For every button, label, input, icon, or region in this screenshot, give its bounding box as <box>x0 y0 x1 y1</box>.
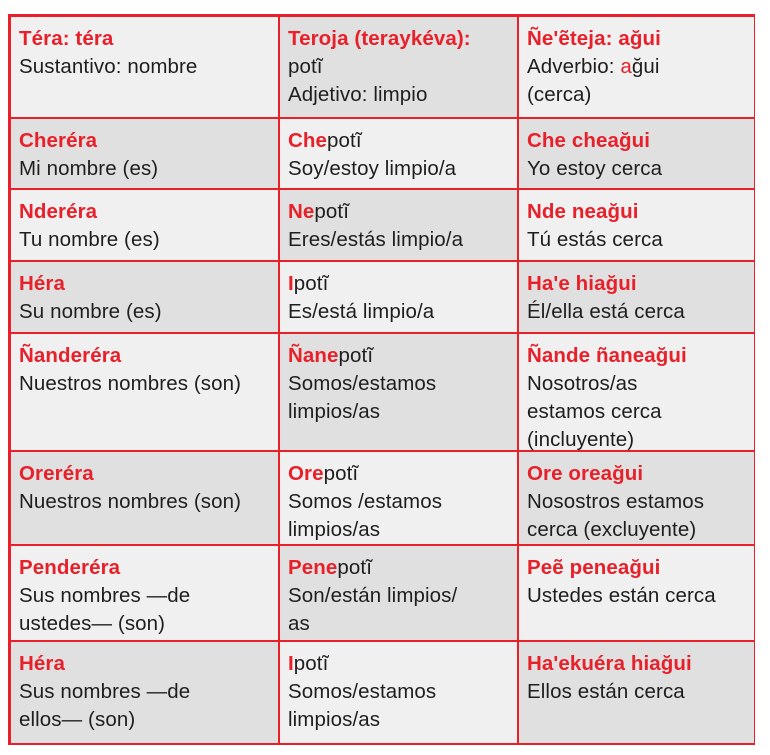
cell-heading: Ñe'ẽteja: ağui <box>527 27 661 50</box>
cell-text: Nosotros/as <box>527 372 638 395</box>
cell-heading <box>288 460 509 488</box>
cell-text <box>527 53 746 81</box>
text-part: Adverbio: <box>527 55 621 78</box>
cell-heading <box>288 270 509 298</box>
cell-text: Son/están limpios/ <box>288 584 458 607</box>
cell-heading: Penderéra <box>19 556 121 579</box>
table-cell <box>280 334 517 450</box>
cell-text: limpios/as <box>288 400 381 423</box>
table-cell <box>11 262 278 332</box>
prefix: Pene <box>288 556 338 579</box>
grammar-table <box>8 14 755 745</box>
cell-text: cerca (excluyente) <box>527 518 697 541</box>
table-cell <box>11 546 278 640</box>
cell-text: Somos/estamos <box>288 372 437 395</box>
cell-heading: Nderéra <box>19 200 98 223</box>
table-cell <box>280 17 517 117</box>
cell-text: Nuestros nombres (son) <box>19 372 242 395</box>
cell-text: limpios/as <box>288 708 381 731</box>
prefix: Ne <box>288 200 315 223</box>
table-cell <box>519 17 754 117</box>
cell-text: Eres/estás limpio/a <box>288 228 464 251</box>
cell-text: Adjetivo: limpio <box>288 83 428 106</box>
table-cell <box>11 119 278 188</box>
prefix: Che <box>288 129 328 152</box>
table-cell <box>11 452 278 544</box>
cell-text: (cerca) <box>527 83 592 106</box>
table-cell <box>11 334 278 450</box>
cell-text: Tu nombre (es) <box>19 228 160 251</box>
table-cell <box>11 17 278 117</box>
cell-text: Es/está limpio/a <box>288 300 435 323</box>
root: potĩ <box>327 129 362 152</box>
cell-text: Su nombre (es) <box>19 300 162 323</box>
cell-heading <box>288 650 509 678</box>
table-cell <box>280 546 517 640</box>
cell-text: limpios/as <box>288 518 381 541</box>
root: potĩ <box>323 462 359 485</box>
root: potĩ <box>338 344 374 367</box>
cell-text: as <box>288 612 310 635</box>
root: potĩ <box>314 200 349 223</box>
root: potĩ <box>293 272 329 295</box>
cell-heading: Téra: téra <box>19 27 114 50</box>
prefix: I <box>288 272 294 295</box>
cell-text: Sus nombres —de <box>19 680 191 703</box>
cell-heading: Cheréra <box>19 129 98 152</box>
cell-text: potĩ <box>288 55 323 78</box>
cell-text: Mi nombre (es) <box>19 157 159 180</box>
cell-heading: Che cheağui <box>527 129 650 152</box>
cell-text: Ustedes están cerca <box>527 584 716 607</box>
table-cell <box>519 334 754 450</box>
cell-text: Nosostros estamos <box>527 490 705 513</box>
cell-text: (incluyente) <box>527 428 635 450</box>
table-cell <box>11 642 278 743</box>
cell-heading: Nde neağui <box>527 200 639 223</box>
cell-heading: Ore oreağui <box>527 462 644 485</box>
text-part: ğui <box>631 55 660 78</box>
cell-text: Yo estoy cerca <box>527 157 663 180</box>
cell-heading <box>288 554 509 582</box>
root: potĩ <box>293 652 329 675</box>
highlight-letter: a <box>620 55 632 78</box>
cell-heading: Héra <box>19 652 65 675</box>
cell-heading: Peẽ peneağui <box>527 556 661 579</box>
cell-text: ustedes— (son) <box>19 612 166 635</box>
prefix: Ore <box>288 462 324 485</box>
cell-text: Sustantivo: nombre <box>19 55 198 78</box>
cell-heading: Ha'e hiağui <box>527 272 637 295</box>
cell-text: Somos/estamos <box>288 680 437 703</box>
root: potĩ <box>337 556 372 579</box>
table-cell <box>519 262 754 332</box>
cell-heading <box>288 198 509 226</box>
table-cell <box>519 452 754 544</box>
table-cell <box>11 190 278 260</box>
table-cell <box>519 190 754 260</box>
cell-heading: Héra <box>19 272 65 295</box>
table-cell <box>519 546 754 640</box>
cell-text: Nuestros nombres (son) <box>19 490 242 513</box>
cell-text: ellos— (son) <box>19 708 136 731</box>
cell-heading: Teroja (teraykéva): <box>288 27 471 50</box>
cell-text: Sus nombres —de <box>19 584 191 607</box>
cell-text: estamos cerca <box>527 400 662 423</box>
table-cell <box>519 119 754 188</box>
cell-heading: Ñande ñaneağui <box>527 344 687 367</box>
cell-text: Ellos están cerca <box>527 680 685 703</box>
cell-text: Tú estás cerca <box>527 228 663 251</box>
table-cell <box>280 642 517 743</box>
table-cell <box>280 262 517 332</box>
cell-text: Soy/estoy limpio/a <box>288 157 457 180</box>
cell-heading: Oreréra <box>19 462 94 485</box>
prefix: Ñane <box>288 344 339 367</box>
cell-text: Él/ella está cerca <box>527 300 685 323</box>
cell-heading <box>288 127 509 155</box>
cell-heading: Ha'ekuéra hiağui <box>527 652 692 675</box>
table-cell <box>519 642 754 743</box>
table-cell <box>280 190 517 260</box>
table-cell <box>280 119 517 188</box>
cell-heading <box>288 342 509 370</box>
cell-heading: Ñanderéra <box>19 344 122 367</box>
table-cell <box>280 452 517 544</box>
cell-text: Somos /estamos <box>288 490 443 513</box>
prefix: I <box>288 652 294 675</box>
